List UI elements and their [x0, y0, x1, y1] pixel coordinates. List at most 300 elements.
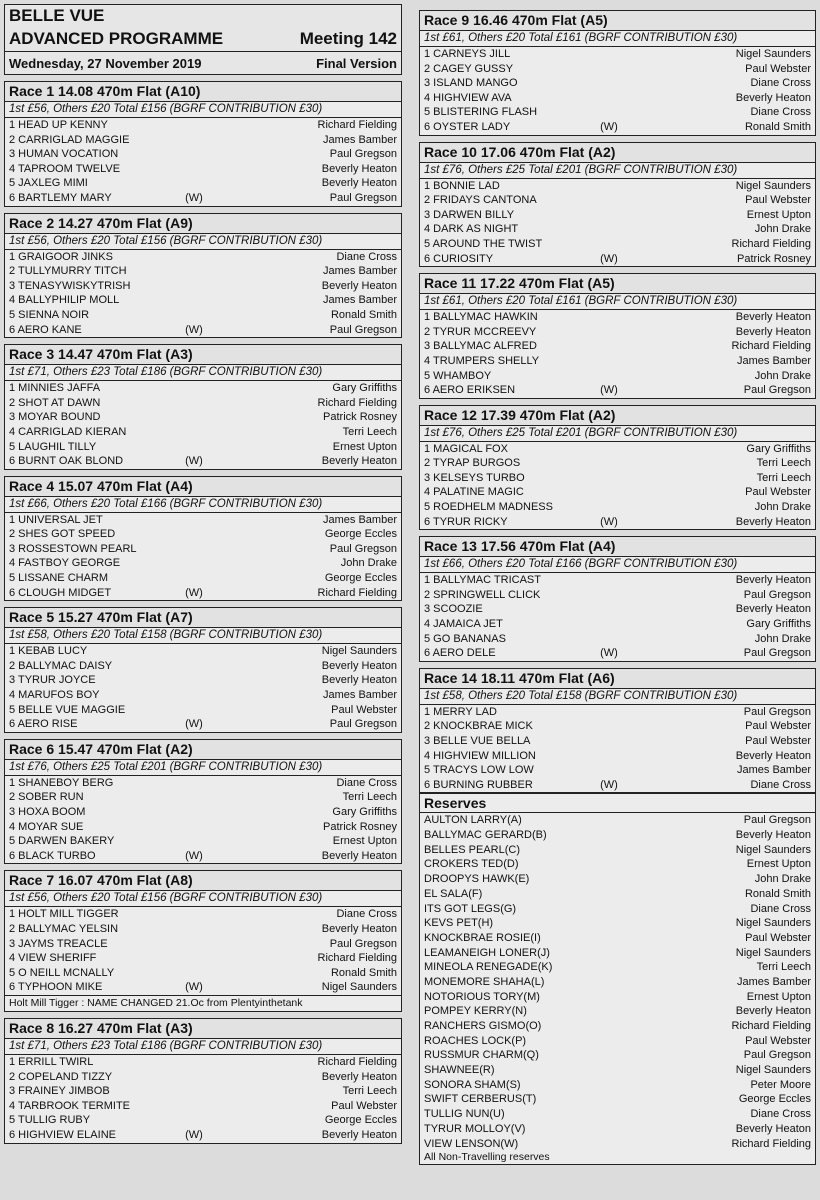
runner-trainer: Richard Fielding	[317, 952, 397, 965]
runner-row	[5, 250, 401, 265]
runner-wide-marker	[164, 922, 224, 937]
race-prize: 1st £66, Others £20 Total £166 (BGRF CONTRIBUTION £30)	[5, 497, 401, 513]
runner-trainer: Beverly Heaton	[321, 1128, 397, 1141]
runner-row	[5, 1070, 401, 1085]
race-card	[4, 739, 402, 865]
race-prize: 1st £58, Others £20 Total £158 (BGRF CONTRIBUTION £30)	[420, 689, 815, 705]
reserves-footer: All Non-Travelling reserves	[424, 1151, 550, 1164]
runner-row	[5, 264, 401, 279]
runner-dog: 1 BONNIE LAD	[424, 179, 500, 192]
reserve-dog: ITS GOT LEGS(G)	[424, 902, 517, 915]
runner-dog: 3 HOXA BOOM	[9, 806, 86, 818]
runner-wide-marker	[579, 573, 639, 588]
runner-wide-marker	[164, 659, 224, 674]
runner-dog: 2 FRIDAYS CANTONA	[424, 194, 537, 207]
runner-trainer: Ronald Smith	[744, 120, 811, 133]
runner-trainer: Beverly Heaton	[735, 603, 811, 616]
runner-wide-marker	[579, 105, 639, 120]
runner-row	[420, 705, 815, 720]
runner-wide-marker	[164, 250, 224, 265]
runner-wide-marker	[579, 76, 639, 91]
runner-row	[5, 922, 401, 937]
runner-row	[5, 440, 401, 455]
runner-trainer: Nigel Saunders	[735, 48, 811, 60]
runner-row	[5, 937, 401, 952]
reserve-row	[420, 916, 815, 931]
runner-trainer: James Bamber	[737, 354, 811, 367]
runner-row	[5, 717, 401, 732]
runner-trainer: Terri Leech	[342, 791, 397, 804]
runner-row	[420, 515, 815, 530]
reserve-dog: MONEMORE SHAHA(L)	[424, 975, 545, 988]
reserve-row	[420, 960, 815, 975]
race-card	[419, 668, 816, 794]
race-prize: 1st £66, Others £20 Total £166 (BGRF CONTRIBUTION £30)	[420, 557, 815, 573]
venue-name: BELLE VUE	[9, 6, 105, 25]
reserve-row	[420, 1122, 815, 1137]
runner-wide-marker	[579, 237, 639, 252]
runner-trainer: Nigel Saunders	[735, 179, 811, 192]
runner-dog: 2 SHES GOT SPEED	[9, 528, 116, 541]
race-prize: 1st £56, Others £20 Total £156 (BGRF CONTRIBUTION £30)	[5, 234, 401, 250]
runner-wide-marker	[164, 776, 224, 791]
runner-wide-marker	[164, 1113, 224, 1128]
reserve-row	[420, 1137, 815, 1152]
runner-dog: 2 SHOT AT DAWN	[9, 396, 101, 409]
runner-dog: 4 HIGHVIEW MILLION	[424, 749, 536, 762]
reserve-row	[420, 887, 815, 902]
runner-wide-marker	[579, 734, 639, 749]
runner-dog: 6 TYPHOON MIKE	[9, 981, 103, 994]
runner-dog: 6 OYSTER LADY	[424, 120, 511, 133]
reserve-row	[420, 902, 815, 917]
runner-trainer: Terri Leech	[756, 471, 811, 484]
runner-trainer: Beverly Heaton	[321, 849, 397, 862]
runner-dog: 1 BALLYMAC HAWKIN	[424, 311, 538, 324]
runner-wide-marker: (W)	[185, 981, 203, 994]
reserve-row	[420, 990, 815, 1005]
race-title: Race 5 15.27 470m Flat (A7)	[5, 608, 401, 628]
runner-trainer: John Drake	[754, 632, 811, 645]
runner-dog: 2 BALLYMAC DAISY	[9, 659, 113, 672]
runner-row	[420, 617, 815, 632]
runner-trainer: Gary Griffiths	[332, 806, 397, 818]
runner-trainer: Gary Griffiths	[746, 618, 811, 631]
runner-wide-marker	[579, 91, 639, 106]
runner-trainer: James Bamber	[323, 133, 397, 146]
runner-dog: 6 AERO RISE	[9, 718, 78, 731]
runner-wide-marker	[579, 763, 639, 778]
runner-trainer: James Bamber	[323, 265, 397, 278]
runner-row	[420, 208, 815, 223]
runner-wide-marker	[579, 588, 639, 603]
runner-trainer: Patrick Rosney	[323, 411, 397, 424]
runner-dog: 5 BELLE VUE MAGGIE	[9, 703, 126, 716]
runner-wide-marker	[164, 644, 224, 659]
runner-trainer: Paul Gregson	[329, 542, 397, 555]
runner-dog: 4 DARK AS NIGHT	[424, 223, 519, 236]
runner-trainer: Diane Cross	[336, 908, 397, 921]
reserve-dog: BELLES PEARL(C)	[424, 843, 520, 856]
runner-dog: 2 TYRUR MCCREEVY	[424, 325, 537, 338]
reserve-dog: ROACHES LOCK(P)	[424, 1034, 527, 1047]
runner-trainer: Diane Cross	[750, 77, 811, 90]
runner-dog: 3 DARWEN BILLY	[424, 208, 515, 221]
runner-dog: 4 MOYAR SUE	[9, 820, 84, 833]
runner-wide-marker: (W)	[600, 384, 618, 397]
runner-wide-marker: (W)	[600, 778, 618, 791]
runner-wide-marker	[164, 688, 224, 703]
race-prize: 1st £76, Others £25 Total £201 (BGRF CONTRIBUTION £30)	[5, 760, 401, 776]
runner-trainer: Paul Gregson	[743, 647, 811, 660]
reserve-trainer: Ronald Smith	[744, 887, 811, 900]
header-row-venue	[5, 5, 401, 27]
runner-dog: 4 FASTBOY GEORGE	[9, 557, 121, 570]
runner-wide-marker	[579, 310, 639, 325]
runner-row	[5, 323, 401, 338]
reserve-trainer: George Eccles	[738, 1093, 811, 1106]
race-prize: 1st £56, Others £20 Total £156 (BGRF CONTRIBUTION £30)	[5, 102, 401, 118]
runner-row	[5, 980, 401, 995]
runner-dog: 4 CARRIGLAD KIERAN	[9, 425, 127, 438]
runner-dog: 6 AERO ERIKSEN	[424, 384, 516, 397]
runner-wide-marker: (W)	[600, 120, 618, 133]
header-row-date	[5, 51, 401, 74]
runner-wide-marker	[164, 1099, 224, 1114]
reserve-dog: SONORA SHAM(S)	[424, 1078, 521, 1091]
runner-trainer: Terri Leech	[342, 425, 397, 438]
runner-trainer: George Eccles	[324, 528, 397, 541]
runner-wide-marker	[164, 293, 224, 308]
runner-row	[5, 820, 401, 835]
reserve-row	[420, 1048, 815, 1063]
meeting-date: Wednesday, 27 November 2019	[9, 55, 202, 71]
runner-trainer: Gary Griffiths	[746, 442, 811, 455]
runner-dog: 5 DARWEN BAKERY	[9, 835, 115, 848]
runner-dog: 5 TRACYS LOW LOW	[424, 764, 534, 777]
runner-trainer: Beverly Heaton	[735, 749, 811, 762]
runner-wide-marker	[164, 571, 224, 586]
race-card	[4, 1018, 402, 1144]
runner-wide-marker	[579, 705, 639, 720]
runner-row	[420, 105, 815, 120]
runner-trainer: Ernest Upton	[332, 440, 397, 453]
runner-trainer: Ernest Upton	[746, 208, 811, 221]
reserve-dog: RANCHERS GISMO(O)	[424, 1020, 542, 1032]
runner-wide-marker	[164, 513, 224, 528]
runner-row	[5, 1084, 401, 1099]
runner-wide-marker: (W)	[185, 718, 203, 731]
runner-wide-marker	[579, 617, 639, 632]
runner-row	[420, 310, 815, 325]
runner-dog: 4 MARUFOS BOY	[9, 689, 100, 702]
runner-trainer: Richard Fielding	[731, 237, 811, 250]
runner-dog: 2 KNOCKBRAE MICK	[424, 720, 533, 733]
race-card	[419, 273, 816, 399]
runner-wide-marker	[164, 410, 224, 425]
runner-wide-marker	[164, 703, 224, 718]
runner-wide-marker	[579, 485, 639, 500]
race-prize: 1st £76, Others £25 Total £201 (BGRF CONTRIBUTION £30)	[420, 426, 815, 442]
reserve-dog: SHAWNEE(R)	[424, 1064, 495, 1077]
runner-dog: 5 ROEDHELM MADNESS	[424, 501, 553, 514]
runner-trainer: Paul Webster	[331, 1099, 397, 1112]
reserve-trainer: Terri Leech	[756, 961, 811, 974]
runner-dog: 3 KELSEYS TURBO	[424, 471, 525, 484]
race-card	[419, 10, 816, 136]
runner-trainer: George Eccles	[324, 1114, 397, 1127]
runner-dog: 6 BLACK TURBO	[9, 849, 96, 862]
runner-row	[420, 120, 815, 135]
runner-dog: 4 JAMAICA JET	[424, 618, 503, 631]
reserve-trainer: Richard Fielding	[731, 1020, 811, 1032]
runner-wide-marker	[164, 542, 224, 557]
runner-row	[5, 644, 401, 659]
left-races-list	[4, 81, 402, 1144]
runner-row	[5, 176, 401, 191]
reserve-dog: BALLYMAC GERARD(B)	[424, 829, 547, 842]
runner-dog: 3 SCOOZIE	[424, 603, 483, 616]
runner-row	[420, 632, 815, 647]
reserve-trainer: Beverly Heaton	[735, 829, 811, 842]
runner-dog: 1 MINNIES JAFFA	[9, 382, 101, 395]
runner-trainer: Beverly Heaton	[321, 177, 397, 190]
runner-row	[420, 500, 815, 515]
reserve-row	[420, 1063, 815, 1078]
runner-wide-marker	[164, 1084, 224, 1099]
runner-dog: 3 MOYAR BOUND	[9, 411, 101, 424]
runner-wide-marker	[579, 193, 639, 208]
runner-row	[5, 703, 401, 718]
runner-wide-marker: (W)	[185, 1128, 203, 1141]
race-title: Race 1 14.08 470m Flat (A10)	[5, 82, 401, 102]
reserve-dog: MINEOLA RENEGADE(K)	[424, 961, 553, 974]
runner-wide-marker	[164, 396, 224, 411]
runner-dog: 5 LISSANE CHARM	[9, 572, 109, 585]
runner-dog: 6 AERO DELE	[424, 647, 496, 660]
runner-dog: 2 SOBER RUN	[9, 791, 84, 804]
runner-row	[420, 383, 815, 398]
runner-dog: 1 SHANEBOY BERG	[9, 776, 114, 789]
runner-dog: 1 BALLYMAC TRICAST	[424, 574, 541, 587]
runner-trainer: Beverly Heaton	[735, 515, 811, 528]
reserve-trainer: Beverly Heaton	[735, 1122, 811, 1135]
runner-dog: 1 UNIVERSAL JET	[9, 513, 103, 526]
runner-dog: 1 CARNEYS JILL	[424, 48, 511, 60]
runner-dog: 6 BURNT OAK BLOND	[9, 455, 124, 468]
runner-wide-marker	[164, 820, 224, 835]
race-prize: 1st £71, Others £23 Total £186 (BGRF CONTRIBUTION £30)	[5, 1039, 401, 1055]
runner-wide-marker	[579, 456, 639, 471]
runner-wide-marker	[164, 381, 224, 396]
runner-wide-marker	[164, 937, 224, 952]
reserve-row	[420, 1078, 815, 1093]
reserve-dog: SWIFT CERBERUS(T)	[424, 1093, 537, 1106]
runner-row	[420, 193, 815, 208]
runner-trainer: Beverly Heaton	[735, 325, 811, 338]
race-title: Race 6 15.47 470m Flat (A2)	[5, 740, 401, 760]
reserves-section	[419, 793, 816, 1165]
runner-trainer: Beverly Heaton	[321, 922, 397, 935]
runner-row	[5, 805, 401, 820]
reserve-row	[420, 813, 815, 828]
reserve-trainer: Nigel Saunders	[735, 946, 811, 959]
reserve-dog: TULLIG NUN(U)	[424, 1108, 505, 1121]
runner-wide-marker	[164, 673, 224, 688]
runner-wide-marker	[164, 264, 224, 279]
runner-wide-marker	[164, 176, 224, 191]
runner-row	[420, 62, 815, 77]
runner-trainer: Beverly Heaton	[321, 162, 397, 175]
runner-row	[5, 586, 401, 601]
runner-row	[5, 688, 401, 703]
runner-row	[5, 454, 401, 469]
runner-trainer: Ronald Smith	[330, 966, 397, 979]
runner-dog: 3 FRAINEY JIMBOB	[9, 1085, 110, 1098]
race-card	[419, 142, 816, 268]
runner-row	[5, 279, 401, 294]
programme-header	[4, 4, 402, 75]
runner-wide-marker	[164, 133, 224, 148]
runner-dog: 6 TYRUR RICKY	[424, 515, 508, 528]
reserve-row	[420, 1092, 815, 1107]
runner-dog: 1 HOLT MILL TIGGER	[9, 908, 119, 921]
right-races-list	[419, 10, 816, 793]
runner-row	[5, 951, 401, 966]
reserve-trainer: Ernest Upton	[746, 990, 811, 1003]
reserve-dog: TYRUR MOLLOY(V)	[424, 1122, 526, 1135]
runner-wide-marker	[579, 339, 639, 354]
reserve-dog: RUSSMUR CHARM(Q)	[424, 1049, 539, 1062]
runner-wide-marker: (W)	[600, 647, 618, 660]
race-card	[4, 870, 402, 1012]
runner-wide-marker: (W)	[185, 586, 203, 599]
runner-row	[5, 556, 401, 571]
runner-dog: 4 VIEW SHERIFF	[9, 952, 97, 965]
runner-wide-marker	[164, 1055, 224, 1070]
runner-row	[5, 118, 401, 133]
runner-trainer: Paul Gregson	[329, 937, 397, 950]
runner-row	[5, 1128, 401, 1143]
runner-row	[420, 237, 815, 252]
runner-wide-marker	[579, 222, 639, 237]
runner-wide-marker	[579, 442, 639, 457]
right-column	[419, 4, 816, 1165]
runner-row	[420, 325, 815, 340]
runner-wide-marker	[579, 62, 639, 77]
reserve-row	[420, 857, 815, 872]
reserve-trainer: Peter Moore	[750, 1078, 811, 1091]
runner-wide-marker	[164, 527, 224, 542]
runner-trainer: Diane Cross	[336, 776, 397, 789]
reserve-trainer: Nigel Saunders	[735, 843, 811, 856]
runner-wide-marker: (W)	[185, 849, 203, 862]
runner-row	[5, 147, 401, 162]
runner-wide-marker: (W)	[185, 455, 203, 468]
runner-dog: 5 LAUGHIL TILLY	[9, 440, 97, 453]
runner-row	[5, 1055, 401, 1070]
race-prize: 1st £61, Others £20 Total £161 (BGRF CONTRIBUTION £30)	[420, 31, 815, 47]
runner-row	[420, 252, 815, 267]
reserve-trainer: Paul Gregson	[743, 1049, 811, 1062]
runner-dog: 5 BLISTERING FLASH	[424, 106, 538, 119]
runner-trainer: Beverly Heaton	[321, 455, 397, 468]
runner-trainer: Beverly Heaton	[321, 674, 397, 687]
race-title: Race 3 14.47 470m Flat (A3)	[5, 345, 401, 365]
runner-dog: 3 ROSSESTOWN PEARL	[9, 542, 137, 555]
runner-row	[5, 849, 401, 864]
reserve-trainer: James Bamber	[737, 975, 811, 988]
runner-wide-marker	[579, 47, 639, 62]
race-prize: 1st £71, Others £23 Total £186 (BGRF CONTRIBUTION £30)	[5, 365, 401, 381]
runner-dog: 4 HIGHVIEW AVA	[424, 91, 512, 104]
runner-trainer: Beverly Heaton	[321, 659, 397, 672]
race-title: Race 10 17.06 470m Flat (A2)	[420, 143, 815, 163]
reserve-dog: POMPEY KERRY(N)	[424, 1005, 527, 1018]
programme-version: Final Version	[316, 55, 397, 71]
runner-dog: 2 SPRINGWELL CLICK	[424, 588, 541, 601]
runner-dog: 1 KEBAB LUCY	[9, 645, 88, 658]
race-card	[4, 213, 402, 339]
runner-dog: 3 TYRUR JOYCE	[9, 674, 96, 687]
runner-wide-marker	[164, 834, 224, 849]
runner-row	[5, 513, 401, 528]
runner-dog: 5 TULLIG RUBY	[9, 1114, 91, 1127]
runner-row	[5, 410, 401, 425]
runner-trainer: Patrick Rosney	[323, 820, 397, 833]
runner-wide-marker	[164, 907, 224, 922]
runner-dog: 4 TAPROOM TWELVE	[9, 162, 121, 175]
race-title: Race 9 16.46 470m Flat (A5)	[420, 11, 815, 31]
runner-dog: 6 HIGHVIEW ELAINE	[9, 1128, 116, 1141]
reserve-row	[420, 828, 815, 843]
runner-wide-marker	[579, 179, 639, 194]
race-title: Race 13 17.56 470m Flat (A4)	[420, 537, 815, 557]
runner-wide-marker	[579, 632, 639, 647]
runner-trainer: Beverly Heaton	[735, 574, 811, 587]
runner-trainer: James Bamber	[323, 689, 397, 702]
runner-dog: 5 O NEILL MCNALLY	[9, 966, 115, 979]
runner-trainer: John Drake	[340, 557, 397, 570]
runner-trainer: Beverly Heaton	[321, 1070, 397, 1083]
runner-row	[420, 442, 815, 457]
runner-row	[5, 542, 401, 557]
runner-trainer: Paul Webster	[745, 194, 811, 207]
reserve-row	[420, 975, 815, 990]
runner-wide-marker: (W)	[600, 252, 618, 265]
runner-dog: 6 BURNING RUBBER	[424, 778, 533, 791]
race-card	[419, 405, 816, 531]
runner-dog: 2 CAGEY GUSSY	[424, 62, 514, 75]
runner-wide-marker	[579, 719, 639, 734]
runner-trainer: Beverly Heaton	[735, 91, 811, 104]
runner-dog: 3 JAYMS TREACLE	[9, 937, 108, 950]
runner-wide-marker: (W)	[600, 515, 618, 528]
runner-trainer: Diane Cross	[750, 778, 811, 791]
runner-trainer: Paul Gregson	[743, 705, 811, 718]
runner-dog: 5 SIENNA NOIR	[9, 308, 90, 321]
runner-row	[420, 47, 815, 62]
runner-row	[5, 1099, 401, 1114]
race-card	[419, 536, 816, 662]
runner-wide-marker	[579, 471, 639, 486]
runner-trainer: Richard Fielding	[731, 340, 811, 353]
runner-trainer: Paul Gregson	[329, 191, 397, 204]
race-title: Race 14 18.11 470m Flat (A6)	[420, 669, 815, 689]
runner-trainer: Richard Fielding	[317, 396, 397, 409]
reserve-dog: NOTORIOUS TORY(M)	[424, 990, 540, 1003]
runner-row	[420, 91, 815, 106]
